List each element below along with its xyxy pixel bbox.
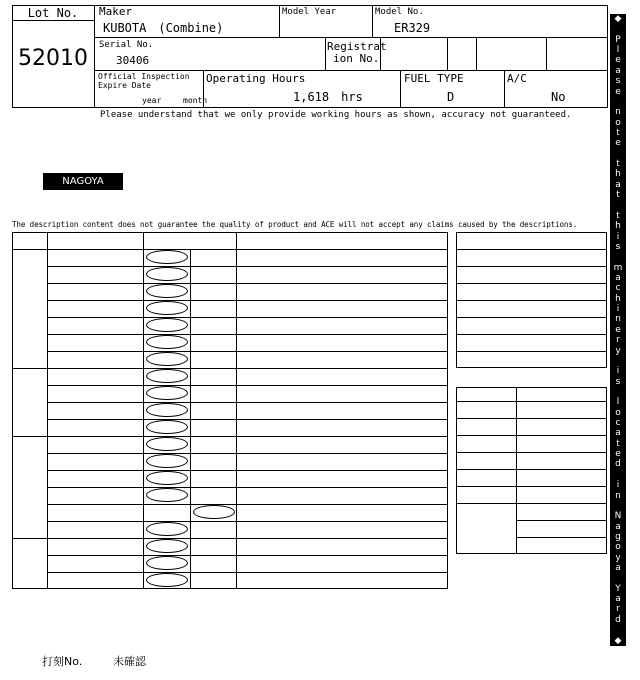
- ok-selected-oval: [146, 522, 188, 536]
- banner-char: Y: [615, 583, 621, 594]
- banner-char: m: [613, 262, 623, 273]
- lot-label: Lot No.: [27, 6, 79, 20]
- banner-char: n: [615, 107, 621, 118]
- stamp-label: 打刻No.: [42, 655, 83, 668]
- serial-label: Serial No.: [99, 40, 154, 50]
- inspection-year: year: [142, 96, 162, 105]
- auto-line: [456, 486, 607, 487]
- banner-char: r: [616, 604, 620, 615]
- banner-char: l: [616, 397, 620, 408]
- banner-char: i: [616, 480, 620, 491]
- header-line: [12, 249, 448, 250]
- ok-selected-oval: [146, 335, 188, 349]
- right-remarks-line: [456, 317, 607, 318]
- banner-char: [610, 356, 626, 366]
- banner-char: e: [615, 324, 621, 335]
- banner-char: [610, 501, 626, 511]
- banner-char: t: [616, 438, 620, 449]
- banner-char: e: [615, 55, 621, 66]
- banner-char: t: [616, 190, 620, 201]
- ok-selected-oval: [146, 369, 188, 383]
- ok-selected-oval: [146, 284, 188, 298]
- group-line: [12, 538, 448, 539]
- right-remarks-line: [456, 334, 607, 335]
- banner-char: [610, 200, 626, 210]
- right-remarks-line: [456, 351, 607, 352]
- banner-char: h: [615, 293, 621, 304]
- ac-label: A/C: [507, 72, 527, 85]
- banner-char: e: [615, 86, 621, 97]
- row-line: [47, 317, 448, 318]
- cond-col-line: [236, 232, 237, 589]
- banner-char: e: [615, 138, 621, 149]
- banner-char: o: [615, 542, 621, 553]
- ok-selected-oval: [146, 352, 188, 366]
- row-line: [47, 402, 448, 403]
- disclaimer: The description content does not guarantee the quality of product and ACE will not accept any claims caused by the descriptions.: [12, 220, 578, 229]
- banner-char: t: [616, 210, 620, 221]
- model-year-label: Model Year: [282, 7, 337, 17]
- reg-box-3: [546, 37, 547, 70]
- row-line: [47, 572, 448, 573]
- parts-col-line: [143, 232, 144, 589]
- banner-char: d: [615, 614, 621, 625]
- maker-divider: [279, 5, 280, 37]
- banner-char: c: [615, 418, 621, 429]
- row-line: [47, 266, 448, 267]
- ac-value: No: [551, 90, 566, 104]
- right-remarks-line: [456, 249, 607, 250]
- specs-row-line: [456, 452, 607, 453]
- specs-frame: [456, 387, 607, 554]
- model-no-value: ER329: [394, 21, 431, 35]
- banner-char: h: [615, 221, 621, 232]
- banner-char: a: [615, 563, 621, 574]
- banner-char: t: [616, 127, 620, 138]
- lot-title-line: [12, 20, 94, 21]
- banner-char: n: [615, 314, 621, 325]
- row-line: [47, 419, 448, 420]
- header-row1-line: [94, 37, 608, 38]
- fuel-divider: [504, 70, 505, 108]
- group-line: [12, 368, 448, 369]
- banner-char: [610, 625, 626, 635]
- row-line: [47, 385, 448, 386]
- item-col-line: [47, 232, 48, 589]
- right-remarks-line: [456, 300, 607, 301]
- ok-selected-oval: [146, 386, 188, 400]
- banner-char: i: [616, 366, 620, 377]
- banner-char: a: [615, 272, 621, 283]
- registration-label-2: ion No.: [333, 52, 380, 65]
- table-frame: [12, 232, 448, 589]
- lot-divider: [94, 5, 95, 108]
- right-remarks-line: [456, 283, 607, 284]
- reg-box-2: [476, 37, 477, 70]
- banner-char: [610, 470, 626, 480]
- right-remarks-line: [456, 266, 607, 267]
- registration-label-1: Registrat: [327, 40, 387, 53]
- row-line: [47, 504, 448, 505]
- banner-char: [610, 97, 626, 107]
- banner-char: ◆: [614, 14, 622, 24]
- group-label: [18, 436, 42, 538]
- row-line: [47, 453, 448, 454]
- header-row2-line: [94, 70, 608, 71]
- model-no-label: Model No.: [375, 7, 424, 17]
- hours-divider: [400, 70, 401, 108]
- work-sub-line: [516, 537, 607, 538]
- banner-char: a: [615, 179, 621, 190]
- work-sub-line: [516, 520, 607, 521]
- group-label: [18, 538, 42, 589]
- ok-selected-oval: [146, 437, 188, 451]
- banner-char: t: [616, 159, 620, 170]
- serial-divider: [325, 37, 326, 70]
- inspection-label-2: Expire Date: [98, 81, 151, 90]
- ok-selected-oval: [146, 556, 188, 570]
- row-line: [47, 521, 448, 522]
- row-line: [47, 351, 448, 352]
- banner-char: i: [616, 304, 620, 315]
- banner-char: h: [615, 169, 621, 180]
- ok-selected-oval: [146, 454, 188, 468]
- serial-value: 30406: [116, 54, 150, 67]
- banner-char: s: [615, 76, 621, 87]
- row-line: [47, 283, 448, 284]
- banner-char: g: [615, 531, 621, 542]
- ok-selected-oval: [146, 539, 188, 553]
- specs-mid-line: [516, 387, 517, 554]
- ok-selected-oval: [146, 471, 188, 485]
- inspection-month: month: [183, 96, 208, 105]
- row-line: [47, 487, 448, 488]
- maker-value: KUBOTA (Combine): [103, 21, 224, 35]
- row-line: [47, 555, 448, 556]
- banner-char: o: [615, 117, 621, 128]
- specs-row-line: [456, 469, 607, 470]
- banner-char: [610, 24, 626, 34]
- ok-selected-oval: [146, 250, 188, 264]
- hours-notice: Please understand that we only provide working hours as shown, accuracy not guaranteed.: [100, 110, 572, 120]
- banner-char: y: [615, 345, 621, 356]
- banner-char: i: [616, 231, 620, 242]
- modelyear-divider: [372, 5, 373, 37]
- banner-char: d: [615, 459, 621, 470]
- banner-char: e: [615, 449, 621, 460]
- stamp-value: 未確認: [113, 655, 146, 668]
- banner-char: P: [615, 34, 621, 45]
- banner-char: s: [615, 241, 621, 252]
- hours-value: 1,618 hrs: [293, 90, 363, 104]
- poor-selected-oval: [193, 505, 235, 519]
- location-badge: NAGOYA: [43, 173, 123, 190]
- banner-char: a: [615, 521, 621, 532]
- ok-selected-oval: [146, 318, 188, 332]
- specs-row-line: [456, 435, 607, 436]
- banner-char: y: [615, 552, 621, 563]
- side-banner: [610, 14, 626, 646]
- group-line: [12, 436, 448, 437]
- banner-char: a: [615, 428, 621, 439]
- ok-selected-oval: [146, 488, 188, 502]
- work-line: [456, 503, 607, 504]
- group-label: [18, 249, 42, 368]
- specs-head-line: [456, 401, 607, 402]
- hours-label: Operating Hours: [206, 72, 306, 85]
- fuel-type-value: D: [447, 90, 455, 104]
- banner-char: n: [615, 490, 621, 501]
- banner-char: a: [615, 594, 621, 605]
- banner-char: a: [615, 65, 621, 76]
- banner-char: [610, 573, 626, 583]
- banner-char: [610, 387, 626, 397]
- row-line: [47, 300, 448, 301]
- banner-char: l: [616, 45, 620, 56]
- specs-row-line: [456, 418, 607, 419]
- row-line: [47, 334, 448, 335]
- banner-char: s: [615, 376, 621, 387]
- ok-selected-oval: [146, 573, 188, 587]
- ok-selected-oval: [146, 267, 188, 281]
- banner-char: N: [614, 511, 622, 522]
- group-label: [18, 368, 42, 436]
- banner-char: r: [616, 335, 620, 346]
- banner-char: ◆: [614, 635, 622, 646]
- fuel-type-label: FUEL TYPE: [404, 72, 464, 85]
- reg-box-1: [447, 37, 448, 70]
- banner-char: [610, 149, 626, 159]
- banner-char: c: [615, 283, 621, 294]
- ok-selected-oval: [146, 301, 188, 315]
- ok-selected-oval: [146, 420, 188, 434]
- maker-label: Maker: [99, 5, 133, 18]
- inspection-label-1: Official Inspection: [98, 72, 190, 81]
- banner-char: [610, 252, 626, 262]
- ok-selected-oval: [146, 403, 188, 417]
- banner-char: o: [615, 407, 621, 418]
- row-line: [47, 470, 448, 471]
- lot-number: 52010: [18, 46, 88, 71]
